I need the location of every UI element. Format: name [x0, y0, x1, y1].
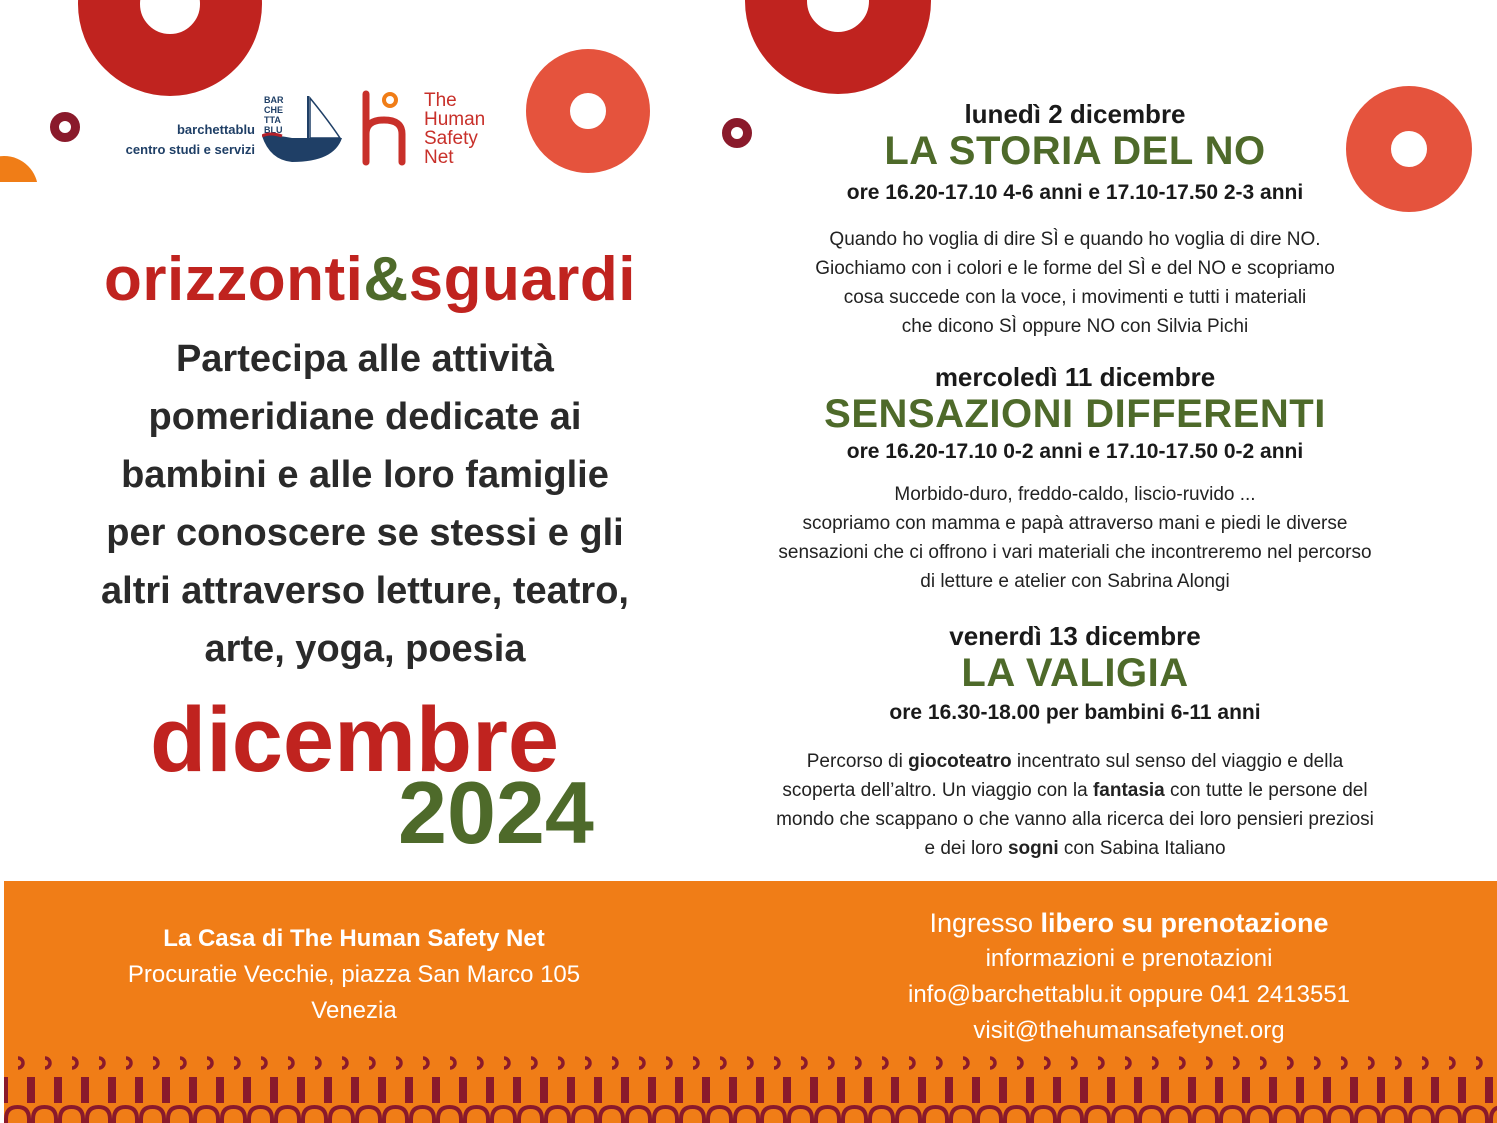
- decor-ring-top-center: [745, 0, 931, 94]
- barchettablu-logo-text: [90, 120, 255, 160]
- barchettablu-name: barchettablu: [176, 122, 255, 137]
- event-1-desc-line-3: cosa succede con la voce, i movimenti e tutti i materiali: [843, 287, 1307, 308]
- hsn-line-1: The: [424, 90, 457, 111]
- event-2: [720, 362, 1430, 596]
- event-3-desc-2c: con tutte le persone del: [1164, 780, 1368, 801]
- event-2-desc-line-4: di letture e atelier con Sabrina Alongi: [920, 571, 1230, 592]
- event-2-desc-line-1: Morbido-duro, freddo-caldo, liscio-ruvido ...: [894, 484, 1256, 505]
- event-2-desc-line-2: scopriamo con mamma e papà attraverso mani e piedi le diverse: [802, 513, 1348, 534]
- footer-arches-pattern: [4, 1053, 1497, 1123]
- intro-line-2: pomeridiane dedicate ai: [148, 396, 582, 438]
- footer-address: Procuratie Vecchie, piazza San Marco 105: [127, 961, 581, 988]
- footer-band: [4, 881, 1497, 1123]
- svg-text:BAR: BAR: [264, 95, 284, 105]
- decor-half-circle-left: [0, 156, 38, 182]
- event-2-desc-line-3: sensazioni che ci offrono i vari materiali che incontreremo nel percorso: [778, 542, 1372, 563]
- decor-dot-left: [50, 112, 80, 142]
- footer-venue-block: [104, 921, 604, 1029]
- event-3-desc-1c: incentrato sul senso del viaggio e della: [1011, 751, 1344, 772]
- event-3-desc-line-4: [720, 834, 1430, 863]
- event-3-desc-4b-bold: sogni: [1007, 838, 1059, 859]
- hsn-line-3: Safety: [424, 128, 478, 149]
- brand-ampersand: &: [363, 245, 409, 314]
- event-3-desc-4a: e dei loro: [924, 838, 1008, 859]
- footer-email[interactable]: visit@thehumansafetynet.org: [973, 1017, 1285, 1044]
- hsn-line-2: Human: [424, 109, 486, 130]
- event-3-desc-1a: Percorso di: [806, 751, 909, 772]
- event-2-title: SENSAZIONI DIFFERENTI: [824, 392, 1326, 436]
- svg-text:TTA: TTA: [264, 115, 281, 125]
- event-1-desc-line-2: Giochiamo con i colori e le forme del SÌ e del NO e scopriamo: [815, 258, 1335, 279]
- intro-line-1: Partecipa alle attività: [175, 338, 555, 380]
- hsn-h-logo-icon: [360, 90, 416, 166]
- brand-title: [0, 244, 740, 315]
- footer-entry-b: libero su prenotazione: [1040, 908, 1329, 938]
- hsn-logo-text: [424, 91, 485, 167]
- event-2-date: mercoledì 11 dicembre: [934, 362, 1216, 392]
- event-2-hours: ore 16.20-17.10 0-2 anni e 17.10-17.50 0-2 anni: [846, 440, 1304, 463]
- event-3-desc-line-2: [720, 776, 1430, 805]
- event-3-desc-1b-bold: giocoteatro: [908, 751, 1012, 772]
- intro-line-4: per conoscere se stessi e gli: [106, 512, 624, 554]
- brand-part-2: sguardi: [408, 245, 637, 314]
- hsn-line-4: Net: [424, 147, 454, 168]
- footer-contact[interactable]: info@barchettablu.it oppure 041 2413551: [907, 981, 1351, 1008]
- svg-text:BLU: BLU: [264, 125, 283, 135]
- event-3-desc-2b-bold: fantasia: [1092, 780, 1165, 801]
- year-label: 2024: [398, 763, 594, 862]
- footer-entry-a: Ingresso: [929, 908, 1041, 938]
- event-3-date: venerdì 13 dicembre: [949, 621, 1201, 651]
- decor-ring-coral-center: [526, 49, 650, 173]
- event-3-desc-line-3: mondo che scappano o che vanno alla ricerca dei loro pensieri preziosi: [776, 809, 1374, 830]
- barchettablu-boat-logo: [262, 92, 344, 168]
- footer-city: Venezia: [311, 997, 397, 1024]
- month-label: dicembre: [150, 689, 560, 791]
- svg-text:CHE: CHE: [264, 105, 284, 115]
- event-1-title: LA STORIA DEL NO: [884, 129, 1266, 173]
- event-2-description: [720, 480, 1430, 596]
- event-3-desc-2a: scoperta dell’altro. Un viaggio con la: [782, 780, 1093, 801]
- event-1-hours: ore 16.20-17.10 4-6 anni e 17.10-17.50 2-3 anni: [846, 181, 1304, 204]
- footer-info: informazioni e prenotazioni: [985, 945, 1273, 972]
- event-3-desc-4c: con Sabina Italiano: [1058, 838, 1226, 859]
- intro-line-5: altri attraverso letture, teatro,: [101, 570, 629, 612]
- intro-line-3: bambini e alle loro famiglie: [121, 454, 609, 496]
- footer-entry: [834, 905, 1424, 941]
- event-3-description: [720, 747, 1430, 863]
- footer-booking-block: [834, 905, 1424, 1049]
- event-1-description: [720, 225, 1430, 341]
- event-3: [720, 621, 1430, 863]
- intro-line-6: arte, yoga, poesia: [204, 628, 526, 670]
- event-1-desc-line-1: Quando ho voglia di dire SÌ e quando ho voglia di dire NO.: [829, 229, 1321, 250]
- event-1: [720, 99, 1430, 341]
- barchettablu-subtitle: centro studi e servizi: [125, 142, 255, 157]
- event-3-hours: ore 16.30-18.00 per bambini 6-11 anni: [889, 701, 1261, 724]
- event-3-title: LA VALIGIA: [961, 651, 1189, 695]
- intro-text: [40, 330, 690, 678]
- brand-part-1: orizzonti: [103, 245, 364, 314]
- event-3-desc-line-1: [720, 747, 1430, 776]
- event-1-date: lunedì 2 dicembre: [964, 99, 1186, 129]
- footer-venue: La Casa di The Human Safety Net: [163, 925, 545, 952]
- event-1-desc-line-4: che dicono SÌ oppure NO con Silvia Pichi: [901, 316, 1249, 337]
- decor-ring-top-left: [78, 0, 262, 96]
